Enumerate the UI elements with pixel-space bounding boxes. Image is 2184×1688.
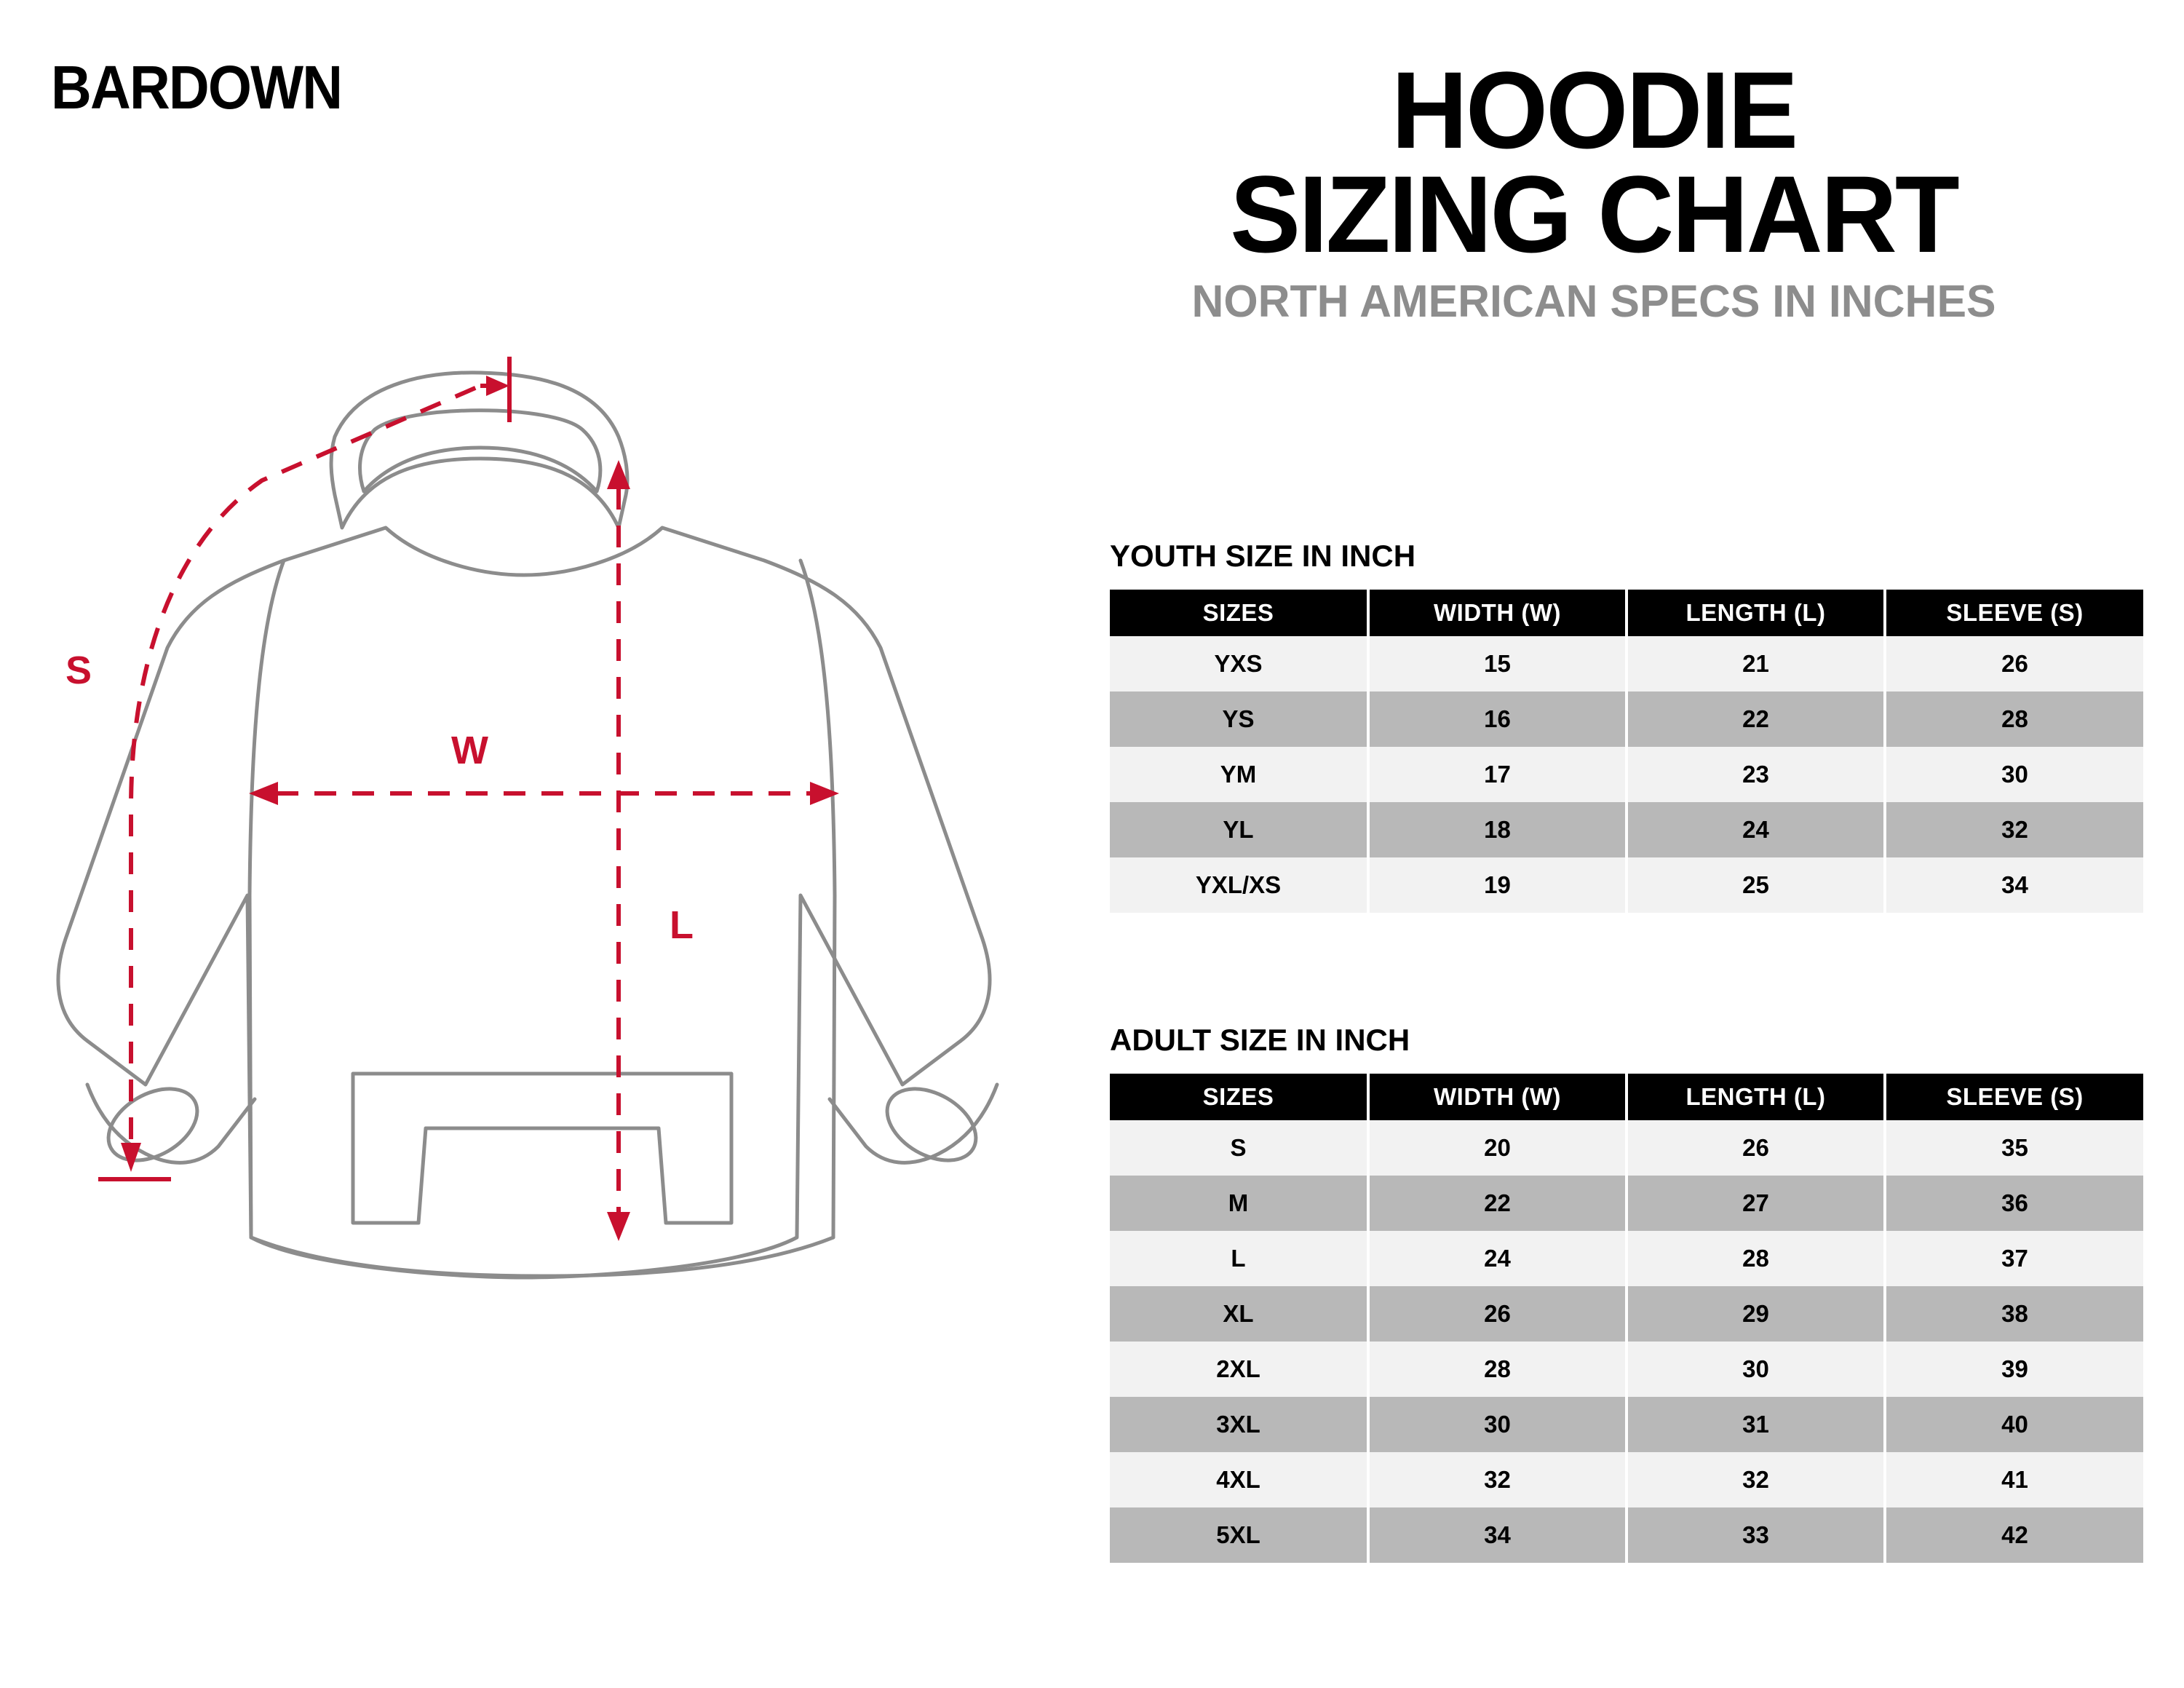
cell-size: L	[1110, 1231, 1368, 1286]
cell-sleeve: 30	[1885, 747, 2143, 802]
cell-size: YXL/XS	[1110, 857, 1368, 913]
sleeve-measure-line	[131, 386, 480, 1139]
length-arrow-bottom	[607, 1212, 630, 1241]
cell-size: M	[1110, 1176, 1368, 1231]
cell-sleeve: 34	[1885, 857, 2143, 913]
cell-length: 26	[1627, 1120, 1885, 1176]
table-row	[1110, 1342, 2143, 1397]
cell-length: 21	[1627, 636, 1885, 692]
hood-outline	[331, 373, 627, 528]
cell-length: 24	[1627, 802, 1885, 857]
cell-width: 22	[1368, 1176, 1627, 1231]
cell-length: 29	[1627, 1286, 1885, 1342]
cell-width: 19	[1368, 857, 1627, 913]
cell-width: 17	[1368, 747, 1627, 802]
cell-length: 31	[1627, 1397, 1885, 1452]
adult-table-caption: ADULT SIZE IN INCH	[1110, 1023, 1410, 1057]
cell-size: XL	[1110, 1286, 1368, 1342]
table-row	[1110, 1120, 2143, 1176]
column-header-width: WIDTH (W)	[1368, 1074, 1627, 1120]
cell-width: 15	[1368, 636, 1627, 692]
table-row	[1110, 692, 2143, 747]
cell-width: 20	[1368, 1120, 1627, 1176]
cell-width: 30	[1368, 1397, 1627, 1452]
cell-size: S	[1110, 1120, 1368, 1176]
cell-length: 32	[1627, 1452, 1885, 1507]
table-header-row	[1110, 1074, 2143, 1120]
youth-table-caption: YOUTH SIZE IN INCH	[1110, 539, 1416, 573]
cell-width: 32	[1368, 1452, 1627, 1507]
cell-width: 34	[1368, 1507, 1627, 1563]
width-arrow-right	[810, 782, 839, 805]
left-body-seam	[250, 560, 284, 1237]
column-header-sleeve: SLEEVE (S)	[1885, 1074, 2143, 1120]
table-row	[1110, 1452, 2143, 1507]
cell-length: 27	[1627, 1176, 1885, 1231]
table-row	[1110, 1397, 2143, 1452]
cell-sleeve: 37	[1885, 1231, 2143, 1286]
length-label: L	[670, 903, 694, 947]
table-row	[1110, 1286, 2143, 1342]
column-header-sizes: SIZES	[1110, 1074, 1368, 1120]
cell-size: 3XL	[1110, 1397, 1368, 1452]
cell-length: 23	[1627, 747, 1885, 802]
cell-sleeve: 38	[1885, 1286, 2143, 1342]
cell-sleeve: 39	[1885, 1342, 2143, 1397]
column-header-width: WIDTH (W)	[1368, 590, 1627, 636]
table-row	[1110, 857, 2143, 913]
cell-size: YL	[1110, 802, 1368, 857]
kangaroo-pocket	[353, 1074, 731, 1223]
cell-size: YM	[1110, 747, 1368, 802]
cell-sleeve: 35	[1885, 1120, 2143, 1176]
youth-size-section	[1110, 539, 2143, 913]
body-outline	[58, 528, 990, 1277]
table-row	[1110, 1231, 2143, 1286]
cell-length: 22	[1627, 692, 1885, 747]
cell-sleeve: 42	[1885, 1507, 2143, 1563]
cell-length: 25	[1627, 857, 1885, 913]
cell-width: 26	[1368, 1286, 1627, 1342]
cell-width: 24	[1368, 1231, 1627, 1286]
adult-size-table	[1110, 1074, 2143, 1563]
cell-width: 18	[1368, 802, 1627, 857]
column-header-sizes: SIZES	[1110, 590, 1368, 636]
page-title-line-2: SIZING CHART	[1230, 152, 1958, 275]
cell-size: YS	[1110, 692, 1368, 747]
cell-size: YXS	[1110, 636, 1368, 692]
cell-length: 33	[1627, 1507, 1885, 1563]
page-subtitle: NORTH AMERICAN SPECS IN INCHES	[1191, 277, 1996, 327]
cell-sleeve: 40	[1885, 1397, 2143, 1452]
table-row	[1110, 1176, 2143, 1231]
hoodie-diagram-svg	[44, 342, 1033, 1478]
column-header-length: LENGTH (L)	[1627, 590, 1885, 636]
brand-logo: BARDOWN	[51, 53, 342, 122]
sleeve-arrow-top	[486, 376, 509, 396]
cell-length: 28	[1627, 1231, 1885, 1286]
hoodie-illustration	[44, 342, 1033, 1478]
cell-sleeve: 28	[1885, 692, 2143, 747]
cell-length: 30	[1627, 1342, 1885, 1397]
table-header-row	[1110, 590, 2143, 636]
cell-size: 5XL	[1110, 1507, 1368, 1563]
youth-size-table	[1110, 590, 2143, 913]
page-title-line-1: HOODIE	[1391, 49, 1797, 171]
column-header-length: LENGTH (L)	[1627, 1074, 1885, 1120]
adult-size-section	[1110, 1023, 2143, 1563]
table-row	[1110, 802, 2143, 857]
cell-sleeve: 32	[1885, 802, 2143, 857]
right-body-seam	[801, 560, 835, 1237]
cell-size: 4XL	[1110, 1452, 1368, 1507]
cell-size: 2XL	[1110, 1342, 1368, 1397]
width-label: W	[451, 729, 488, 772]
table-row	[1110, 1507, 2143, 1563]
table-row	[1110, 747, 2143, 802]
cell-width: 28	[1368, 1342, 1627, 1397]
sleeve-label: S	[65, 649, 92, 692]
cell-sleeve: 26	[1885, 636, 2143, 692]
column-header-sleeve: SLEEVE (S)	[1885, 590, 2143, 636]
cell-width: 16	[1368, 692, 1627, 747]
table-row	[1110, 636, 2143, 692]
page-header	[1048, 49, 2140, 328]
cell-sleeve: 41	[1885, 1452, 2143, 1507]
cell-sleeve: 36	[1885, 1176, 2143, 1231]
